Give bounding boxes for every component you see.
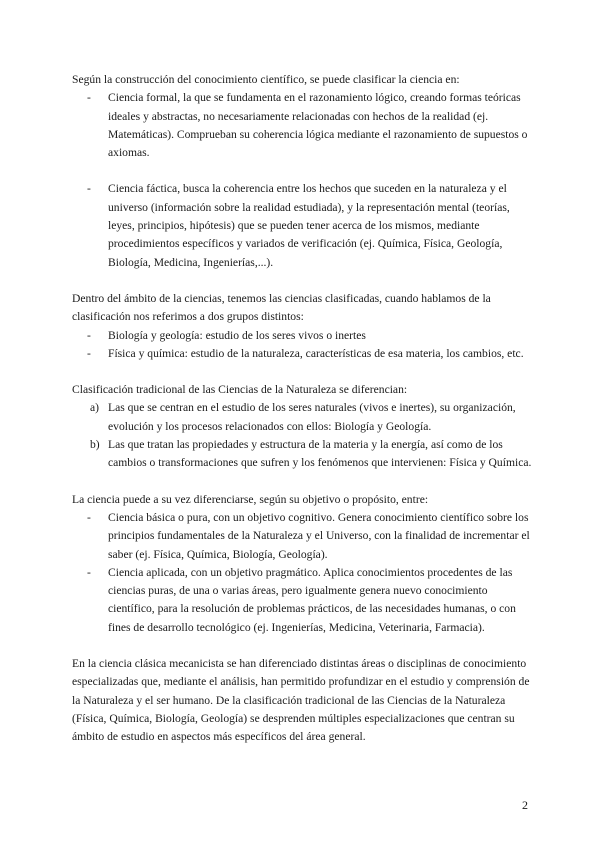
spacer: [72, 162, 532, 180]
section-lead: Clasificación tradicional de las Ciencias de la Naturaleza se diferencian:: [72, 383, 408, 397]
document-page: [72, 71, 532, 747]
list-item-text: Las que tratan las propiedades y estructura de la materia y la energía, así como de los cambios o transformaciones que sufren y los fenómenos que intervienen: Física y Química.: [108, 438, 532, 470]
list-item: [72, 89, 532, 162]
spacer: [72, 363, 532, 381]
closing-paragraph: En la ciencia clásica mecanicista se han diferenciado distintas áreas o disciplinas de conocimiento especializadas que, mediante el análisis, han permitido profundizar en el estudio y comprensión de la Naturaleza y el ser humano. De la clasificación tradicional de las Ciencias de la Naturaleza (Física, Química, Biología, Geología) se desprenden múltiples especializaciones que centran su ámbito de estudio en aspectos más específicos del área general.: [72, 657, 530, 744]
dash-marker: -: [87, 565, 91, 579]
bullet-list: [72, 327, 532, 364]
spacer: [72, 473, 532, 491]
list-item: [72, 327, 532, 345]
page-number: 2: [522, 798, 528, 812]
list-item-text: Ciencia básica o pura, con un objetivo cognitivo. Genera conocimiento científico sobre los principios fundamentales de la Naturaleza y el Universo, con la finalidad de incrementar el saber (ej. Física, Química, Biología, Geología).: [108, 510, 530, 561]
letter-marker: a): [90, 401, 100, 415]
section-purpose: [72, 491, 532, 637]
section-lead: Según la construcción del conocimiento científico, se puede clasificar la ciencia en:: [72, 73, 460, 86]
letter-marker: b): [90, 438, 100, 452]
dash-marker: -: [87, 182, 91, 196]
bullet-list: [72, 89, 532, 272]
list-item-text: Ciencia aplicada, con un objetivo pragmático. Aplica conocimientos procedentes de las ciencias puras, de una o varias áreas, pero igualmente genera nuevo conocimiento científico, para la resolución de problemas prácticos, de las necesidades humanas, o con fines de desarrollo tecnológico (ej. Ingenierías, Medicina, Veterinaria, Farmacia).: [108, 565, 516, 634]
list-item: [72, 564, 532, 637]
section-formal-factual: [72, 71, 532, 272]
section-groups: [72, 290, 532, 363]
list-item-text: Ciencia fáctica, busca la coherencia entre los hechos que suceden en la naturaleza y el universo (información sobre la realidad estudiada), y la representación mental (teorías, leyes, principios, hipótesis) que se pueden tener acerca de los mismos, mediante procedimientos específicos y variados de verificación (ej. Química, Física, Geología, Biología, Medicina, Ingenierías,...).: [108, 182, 510, 269]
list-item: [72, 399, 532, 436]
list-item: [72, 180, 532, 271]
list-item-text: Ciencia formal, la que se fundamenta en el razonamiento lógico, creando formas teóricas ideales y abstractas, no necesariamente relacionadas con hechos de la realidad (ej. Matemáticas). Comprueban su coherencia lógica mediante el razonamiento de supuestos o axiomas.: [108, 91, 528, 160]
dash-marker: -: [87, 510, 91, 524]
dash-marker: -: [87, 91, 91, 105]
list-item-text: Las que se centran en el estudio de los seres naturales (vivos e inertes), su organización, evolución y los procesos relacionados con ellos: Biología y Geología.: [108, 401, 516, 433]
section-lead: Dentro del ámbito de la ciencias, tenemos las ciencias clasificadas, cuando hablamos de la clasificación nos referimos a dos grupos distintos:: [72, 291, 491, 324]
lettered-list: [72, 399, 532, 472]
spacer: [72, 272, 532, 290]
section-traditional: [72, 381, 532, 472]
dash-marker: -: [87, 346, 91, 360]
dash-marker: -: [87, 328, 91, 342]
bullet-list: [72, 509, 532, 637]
spacer: [72, 637, 532, 655]
list-item-text: Biología y geología: estudio de los seres vivos o inertes: [108, 328, 366, 342]
list-item: [72, 509, 532, 564]
list-item: [72, 436, 532, 473]
section-lead: La ciencia puede a su vez diferenciarse, según su objetivo o propósito, entre:: [72, 492, 429, 506]
list-item-text: Física y química: estudio de la naturaleza, características de esa materia, los cambios, etc.: [108, 346, 524, 360]
list-item: [72, 345, 532, 363]
